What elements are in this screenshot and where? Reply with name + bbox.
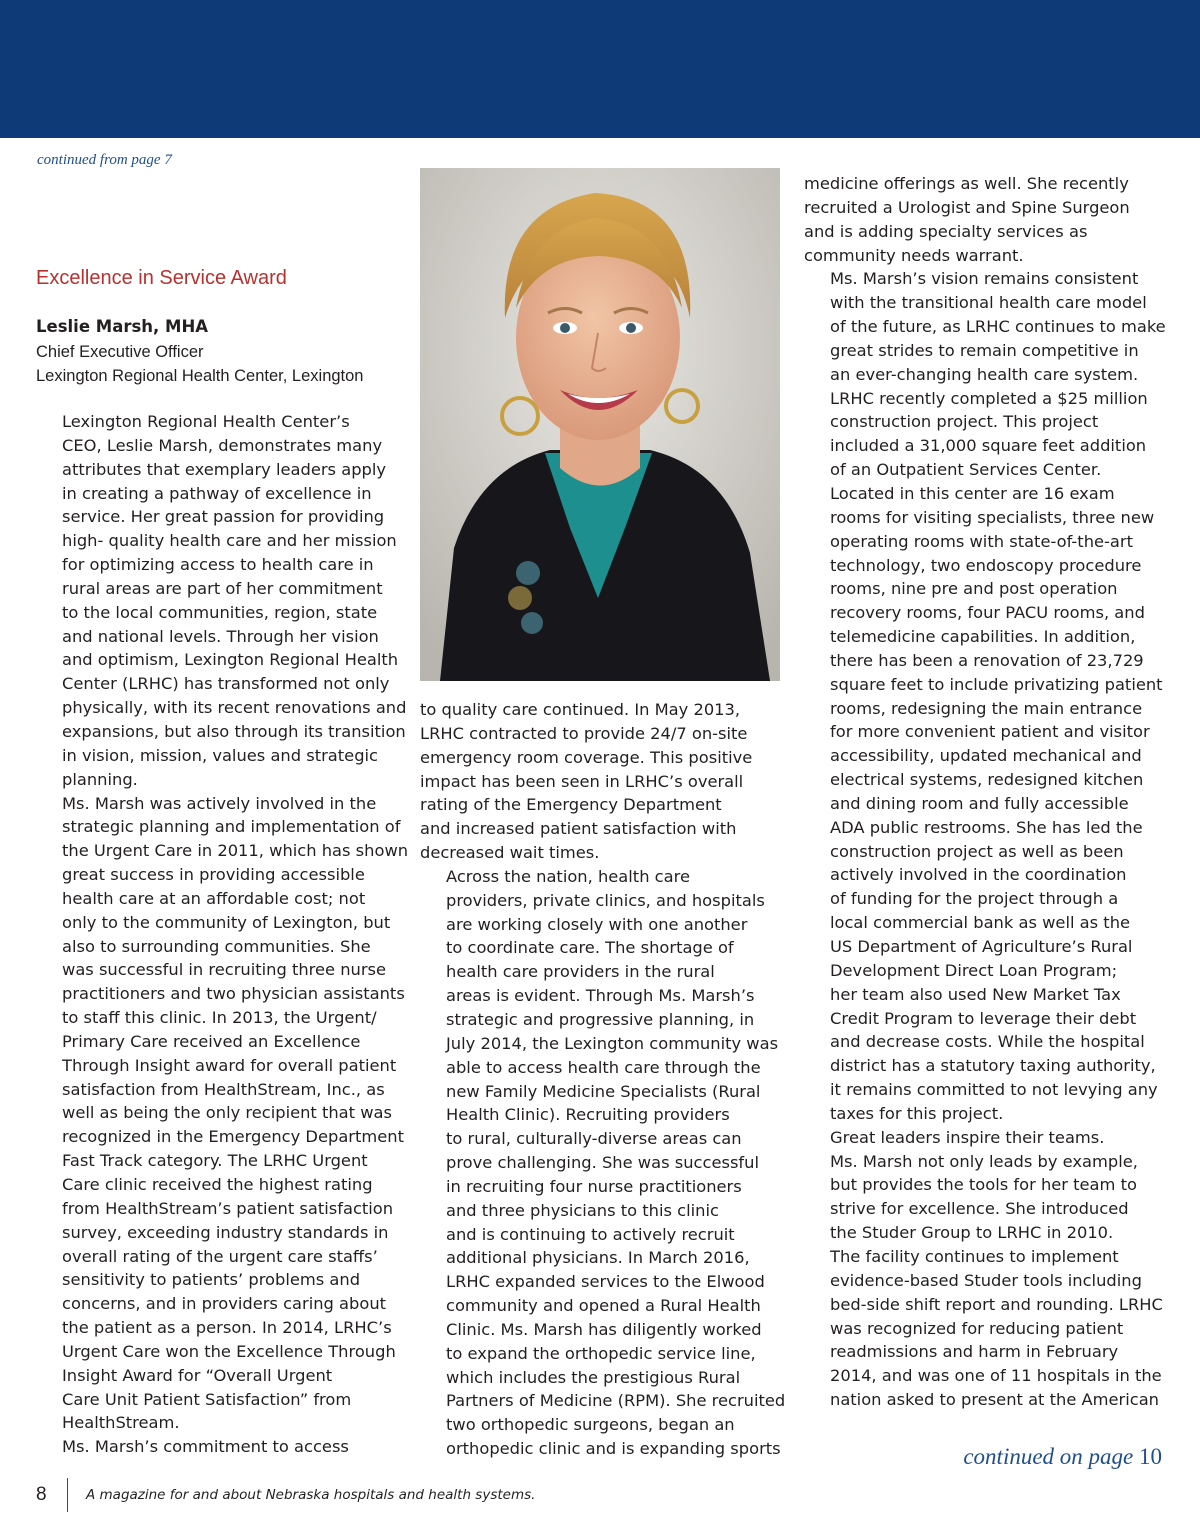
article-line: medicine offerings as well. She recently <box>804 174 1129 193</box>
article-line: to rural, culturally-diverse areas can <box>446 1129 742 1149</box>
article-line: local commercial bank as well as the <box>830 913 1131 933</box>
article-line: an ever-changing health care system. <box>830 364 1139 384</box>
article-line: technology, two endoscopy procedure <box>830 555 1142 575</box>
article-line: survey, exceeding industry standards in <box>62 1222 389 1242</box>
article-line: satisfaction from HealthStream, Inc., as <box>62 1079 385 1099</box>
article-line: telemedicine capabilities. In addition, <box>830 627 1136 647</box>
article-line: CEO, Leslie Marsh, demonstrates many <box>62 435 383 455</box>
article-line: bed-side shift report and rounding. LRHC <box>830 1294 1163 1314</box>
continued-on-text: continued on page <box>963 1444 1134 1469</box>
article-line: construction project. This project <box>830 412 1099 432</box>
article-line: community needs warrant. <box>804 245 1024 265</box>
header-band <box>0 0 1200 138</box>
article-line: and decrease costs. While the hospital <box>830 1032 1145 1052</box>
article-line: of the future, as LRHC continues to make <box>830 317 1166 337</box>
article-line: high- quality health care and her mission <box>62 531 397 551</box>
article-line: overall rating of the urgent care staffs’ <box>62 1246 378 1266</box>
article-line: recognized in the Emergency Department <box>62 1127 404 1147</box>
article-line: attributes that exemplary leaders apply <box>62 459 387 479</box>
article-line: and three physicians to this clinic <box>446 1200 719 1220</box>
article-line: was successful in recruiting three nurse <box>62 960 387 980</box>
article-line: 2014, and was one of 11 hospitals in the <box>830 1366 1162 1386</box>
article-line: LRHC contracted to provide 24/7 on-site <box>420 723 748 743</box>
article-line: Primary Care received an Excellence <box>62 1031 361 1051</box>
article-line: and dining room and fully accessible <box>830 793 1129 813</box>
article-line: great success in providing accessible <box>62 865 365 885</box>
article-column-2 <box>420 698 792 1461</box>
article-column-1 <box>36 410 408 1459</box>
article-line: Through Insight award for overall patient <box>62 1055 397 1075</box>
article-line: Urgent Care won the Excellence Through <box>62 1341 396 1361</box>
article-line: Across the nation, health care <box>446 866 690 886</box>
article-line: which includes the prestigious Rural <box>446 1367 741 1387</box>
article-line: with the transitional health care model <box>830 293 1147 313</box>
article-line: taxes for this project. <box>830 1103 1004 1123</box>
article-line: new Family Medicine Specialists (Rural <box>446 1081 761 1101</box>
article-line: accessibility, updated mechanical and <box>830 746 1142 766</box>
article-line: ADA public restrooms. She has led the <box>830 817 1143 837</box>
article-line: Ms. Marsh not only leads by example, <box>830 1151 1138 1171</box>
article-paragraph <box>36 410 408 792</box>
article-line: Ms. Marsh was actively involved in the <box>62 793 377 813</box>
article-paragraph <box>804 172 1176 267</box>
article-line: July 2014, the Lexington community was <box>446 1033 779 1053</box>
article-line: great strides to remain competitive in <box>830 340 1139 360</box>
article-line: prove challenging. She was successful <box>446 1153 760 1173</box>
article-line: of funding for the project through a <box>830 889 1119 909</box>
article-line: square feet to include privatizing patient <box>830 674 1163 694</box>
article-line: construction project as well as been <box>830 841 1124 861</box>
article-line: The facility continues to implement <box>830 1246 1119 1266</box>
article-line: recovery rooms, four PACU rooms, and <box>830 603 1145 623</box>
article-line: evidence-based Studer tools including <box>830 1270 1142 1290</box>
article-line: to expand the orthopedic service line, <box>446 1343 756 1363</box>
article-line: recruited a Urologist and Spine Surgeon <box>804 197 1130 217</box>
article-line: but provides the tools for her team to <box>830 1175 1137 1195</box>
article-line: rooms for visiting specialists, three new <box>830 507 1155 527</box>
article-line: readmissions and harm in February <box>830 1342 1119 1362</box>
person-name: Leslie Marsh, MHA <box>36 317 209 336</box>
article-line: to the local communities, region, state <box>62 602 378 622</box>
article-line: and national levels. Through her vision <box>62 626 379 646</box>
article-line: Care Unit Patient Satisfaction” from <box>62 1389 352 1409</box>
person-organization: Lexington Regional Health Center, Lexington <box>36 367 364 385</box>
article-line: and is adding specialty services as <box>804 221 1088 241</box>
article-paragraph <box>804 267 1176 1125</box>
article-line: sensitivity to patients’ problems and <box>62 1270 361 1290</box>
article-line: operating rooms with state-of-the-art <box>830 531 1133 551</box>
article-line: the Urgent Care in 2011, which has shown <box>62 841 409 861</box>
award-title: Excellence in Service Award <box>36 267 287 289</box>
article-line: health care providers in the rural <box>446 962 715 982</box>
article-line: and is continuing to actively recruit <box>446 1224 735 1244</box>
article-line: two orthopedic surgeons, began an <box>446 1415 735 1435</box>
footer-tagline: A magazine for and about Nebraska hospitals and health systems. <box>86 1487 536 1503</box>
article-line: to coordinate care. The shortage of <box>446 938 734 958</box>
article-line: Care clinic received the highest rating <box>62 1175 373 1194</box>
article-line: actively involved in the coordination <box>830 865 1127 885</box>
article-line: Insight Award for “Overall Urgent <box>62 1365 333 1385</box>
article-line: in recruiting four nurse practitioners <box>446 1176 742 1196</box>
article-line: her team also used New Market Tax <box>830 984 1121 1004</box>
article-line: Development Direct Loan Program; <box>830 960 1118 980</box>
article-line: Clinic. Ms. Marsh has diligently worked <box>446 1319 762 1339</box>
article-line: concerns, and in providers caring about <box>62 1294 387 1314</box>
article-line: orthopedic clinic and is expanding sports <box>446 1439 781 1459</box>
article-paragraph <box>36 1435 408 1459</box>
article-line: LRHC recently completed a $25 million <box>830 388 1148 408</box>
article-paragraph <box>420 698 792 865</box>
article-line: in creating a pathway of excellence in <box>62 483 372 503</box>
article-line: community and opened a Rural Health <box>446 1296 761 1316</box>
article-line: Ms. Marsh’s vision remains consistent <box>830 269 1139 289</box>
article-line: service. Her great passion for providing <box>62 507 385 527</box>
article-line: to quality care continued. In May 2013, <box>420 700 741 719</box>
article-line: the patient as a person. In 2014, LRHC’s <box>62 1318 392 1338</box>
article-line: LRHC expanded services to the Elwood <box>446 1272 765 1292</box>
article-line: for optimizing access to health care in <box>62 555 374 575</box>
article-line: Center (LRHC) has transformed not only <box>62 674 390 694</box>
article-line: areas is evident. Through Ms. Marsh’s <box>446 986 755 1006</box>
article-line: for more convenient patient and visitor <box>830 722 1150 742</box>
continued-on-page: 10 <box>1139 1444 1162 1469</box>
article-line: US Department of Agriculture’s Rural <box>830 937 1133 956</box>
article-paragraph <box>36 792 408 1436</box>
page-number: 8 <box>36 1484 47 1505</box>
article-line: strive for excellence. She introduced <box>830 1199 1129 1219</box>
article-line: only to the community of Lexington, but <box>62 912 391 932</box>
article-line: expansions, but also through its transition <box>62 721 406 741</box>
article-line: district has a statutory taxing authority, <box>830 1056 1156 1076</box>
article-line: well as being the only recipient that was <box>62 1103 392 1123</box>
article-line: Fast Track category. The LRHC Urgent <box>62 1151 368 1171</box>
article-line: and optimism, Lexington Regional Health <box>62 650 399 670</box>
article-line: rating of the Emergency Department <box>420 795 722 815</box>
article-line: from HealthStream’s patient satisfaction <box>62 1198 394 1218</box>
article-line: able to access health care through the <box>446 1057 761 1077</box>
portrait-photo <box>420 168 780 681</box>
article-line: was recognized for reducing patient <box>830 1318 1124 1338</box>
article-line: Credit Program to leverage their debt <box>830 1008 1137 1028</box>
continued-from-label: continued from page 7 <box>37 152 172 168</box>
article-line: emergency room coverage. This positive <box>420 747 753 767</box>
article-line: impact has been seen in LRHC’s overall <box>420 771 744 791</box>
person-role: Chief Executive Officer <box>36 343 204 361</box>
article-line: strategic planning and implementation of <box>62 817 401 837</box>
article-line: in vision, mission, values and strategic <box>62 745 378 765</box>
article-line: nation asked to present at the American <box>830 1390 1159 1410</box>
article-line: are working closely with one another <box>446 914 748 934</box>
article-line: providers, private clinics, and hospitals <box>446 890 765 910</box>
article-paragraph <box>420 865 792 1461</box>
article-line: HealthStream. <box>62 1413 180 1433</box>
article-line: of an Outpatient Services Center. <box>830 460 1102 480</box>
article-line: it remains committed to not levying any <box>830 1080 1158 1100</box>
article-line: the Studer Group to LRHC in 2010. <box>830 1223 1114 1243</box>
article-line: Great leaders inspire their teams. <box>830 1127 1105 1147</box>
article-line: planning. <box>62 769 138 789</box>
article-line: practitioners and two physician assistants <box>62 984 405 1004</box>
article-line: Partners of Medicine (RPM). She recruited <box>446 1391 786 1411</box>
article-line: Lexington Regional Health Center’s <box>62 412 350 431</box>
article-line: and increased patient satisfaction with <box>420 819 737 839</box>
footer-divider <box>67 1478 68 1512</box>
article-line: rooms, nine pre and post operation <box>830 579 1118 599</box>
article-line: additional physicians. In March 2016, <box>446 1248 750 1268</box>
article-line: physically, with its recent renovations and <box>62 698 407 718</box>
article-line: rural areas are part of her commitment <box>62 578 383 598</box>
article-line: rooms, redesigning the main entrance <box>830 698 1143 718</box>
article-line: Ms. Marsh’s commitment to access <box>62 1437 349 1457</box>
article-line: Health Clinic). Recruiting providers <box>446 1105 730 1125</box>
article-line: Located in this center are 16 exam <box>830 483 1115 503</box>
article-paragraph <box>804 1126 1176 1412</box>
article-line: electrical systems, redesigned kitchen <box>830 770 1144 790</box>
article-column-3 <box>804 172 1176 1412</box>
article-line: health care at an affordable cost; not <box>62 888 366 908</box>
article-line: included a 31,000 square feet addition <box>830 436 1147 456</box>
article-line: there has been a renovation of 23,729 <box>830 650 1144 670</box>
article-line: strategic and progressive planning, in <box>446 1009 755 1029</box>
continued-on-label <box>963 1444 1162 1470</box>
article-line: to staff this clinic. In 2013, the Urgent/ <box>62 1008 377 1028</box>
article-line: decreased wait times. <box>420 843 600 863</box>
article-line: also to surrounding communities. She <box>62 936 371 956</box>
